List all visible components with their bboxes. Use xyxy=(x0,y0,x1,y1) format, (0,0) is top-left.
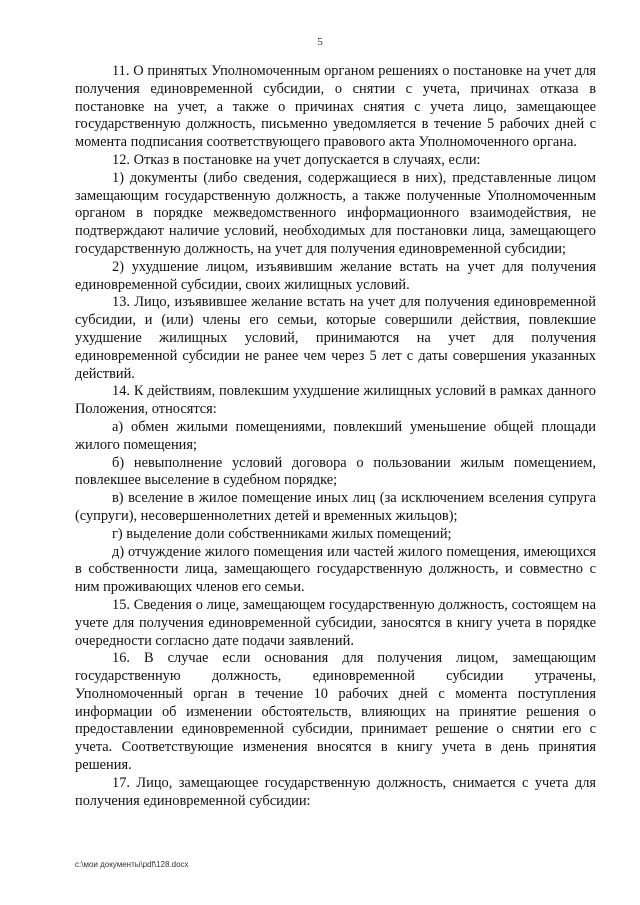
footer-file-path: c:\мои документы\pdf\128.docx xyxy=(75,860,189,869)
paragraph-13: 13. Лицо, изъявившее желание встать на учет для получения единовременной субсидии, и (или) члены его семьи, которые совершили действия, повлекшие ухудшение жилищных условий, принимаются на учет для получения единовременной субсидии не ранее чем через 5 лет с даты совершения указанных действий. xyxy=(75,294,596,382)
paragraph-14-item-v: в) вселение в жилое помещение иных лиц (за исключением вселения супруга (супруги), несовершеннолетних детей и временных жильцов); xyxy=(75,490,596,524)
paragraph-12-item-1: 1) документы (либо сведения, содержащиеся в них), представленные лицом замещающим государственную должность, а также полученные Уполномоченным органом в порядке межведомственного информационного взаимодействия, не подтверждают наличие условий, необходимых для постановки лица, замещающего государственную должность, на учет для получения единовременной субсидии; xyxy=(75,169,596,257)
paragraph-11: 11. О принятых Уполномоченным органом решениях о постановке на учет для получения единовременной субсидии, о снятии с учета, причинах отказа в постановке на учет, а также о причинах снятия с учета лицо, замещающее государственную должность, письменно уведомляется в течение 5 рабочих дней с момента подписания соответствующего правового акта Уполномоченного органа. xyxy=(75,63,596,151)
paragraph-15: 15. Сведения о лице, замещающем государственную должность, состоящем на учете для получения единовременной субсидии, заносятся в книгу учета в порядке очередности согласно дате подачи заявлений. xyxy=(75,596,596,649)
paragraph-12-item-2: 2) ухудшение лицом, изъявившим желание встать на учет для получения единовременной субсидии, своих жилищных условий. xyxy=(75,258,596,293)
paragraph-12: 12. Отказ в постановке на учет допускается в случаях, если: xyxy=(112,151,481,168)
paragraph-17: 17. Лицо, замещающее государственную должность, снимается с учета для получения единовременной субсидии: xyxy=(75,774,596,809)
paragraph-14-item-g: г) выделение доли собственниками жилых помещений; xyxy=(112,525,452,542)
paragraph-14-item-a: а) обмен жилыми помещениями, повлекший уменьшение общей площади жилого помещения; xyxy=(75,418,596,453)
paragraph-14-item-b: б) невыполнение условий договора о пользовании жилым помещением, повлекшее выселение в судебном порядке; xyxy=(75,454,596,489)
paragraph-14: 14. К действиям, повлекшим ухудшение жилищных условий в рамках данного Положения, относятся: xyxy=(75,383,596,418)
document-body xyxy=(75,63,596,810)
paragraph-14-item-d: д) отчуждение жилого помещения или частей жилого помещения, имеющихся в собственности лица, замещающего государственную должность, и совместно с ним проживающих членов его семьи. xyxy=(75,543,596,596)
paragraph-16: 16. В случае если основания для получения лицом, замещающим государственную должность, единовременной субсидии утрачены, Уполномоченный орган в течение 10 рабочих дней с момента поступления информации об изменении обстоятельств, влияющих на принятие решения о предоставлении единовременной субсидии, принимает решение о снятии его с учета. Соответствующие изменения вносятся в книгу учета в день принятия решения. xyxy=(75,650,596,774)
page-number: 5 xyxy=(317,36,323,48)
